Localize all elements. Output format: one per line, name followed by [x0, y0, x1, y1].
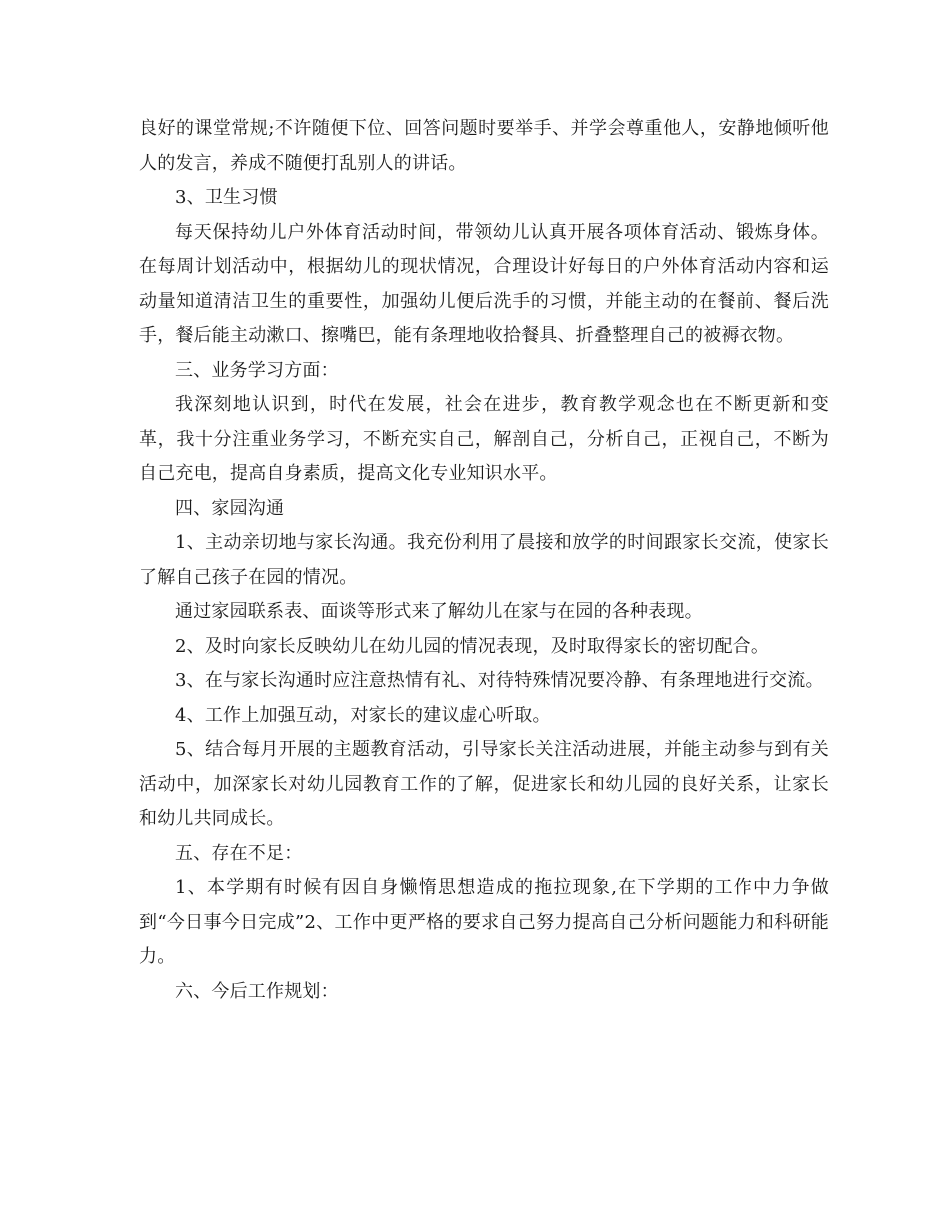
paragraph-communication-5: 5、结合每月开展的主题教育活动，引导家长关注活动进展，并能主动参与到有关活动中，加深家长对幼儿园教育工作的了解，促进家长和幼儿园的良好关系，让家长和幼儿共同成长。	[139, 739, 829, 829]
document-body	[139, 112, 829, 1009]
paragraph-communication-2: 2、及时向家长反映幼儿在幼儿园的情况表现，及时取得家长的密切配合。	[175, 635, 770, 657]
paragraph-outdoor-activities: 每天保持幼儿户外体育活动时间，带领幼儿认真开展各项体育活动、锻炼身体。在每周计划活动中，根据幼儿的现状情况，合理设计好每日的户外体育活动内容和运动量知道清洁卫生的重要性，加强幼儿便后洗手的习惯，并能主动的在餐前、餐后洗手，餐后能主动漱口、擦嘴巴，能有条理地收拾餐具、折叠整理自己的被褥衣物。	[139, 221, 829, 346]
heading-professional-study: 三、业务学习方面：	[175, 359, 339, 381]
paragraph-professional-study: 我深刻地认识到，时代在发展，社会在进步，教育教学观念也在不断更新和变革，我十分注重业务学习，不断充实自己，解剖自己，分析自己，正视自己，不断为自己充电，提高自身素质，提高文化专业知识水平。	[139, 394, 829, 484]
paragraph-communication-3: 3、在与家长沟通时应注意热情有礼、对待特殊情况要冷静、有条理地进行交流。	[175, 670, 824, 691]
heading-home-school-communication: 四、家园沟通	[175, 497, 285, 519]
paragraph-shortcomings: 1、本学期有时候有因自身懒惰思想造成的拖拉现象,在下学期的工作中力争做到“今日事今日完成”2、工作中更严格的要求自己努力提高自己分析问题能力和科研能力。	[139, 877, 829, 967]
paragraph-communication-1: 1、主动亲切地与家长沟通。我充份利用了晨接和放学的时间跟家长交流，使家长了解自己孩子在园的情况。	[139, 532, 829, 588]
paragraph-contact-forms: 通过家园联系表、面谈等形式来了解幼儿在家与在园的各种表现。	[175, 601, 703, 622]
paragraph-communication-4: 4、工作上加强互动，对家长的建议虚心听取。	[175, 704, 551, 726]
heading-future-plans: 六、今后工作规划：	[175, 980, 339, 1002]
heading-shortcomings: 五、存在不足：	[175, 842, 303, 864]
paragraph-classroom-rules: 良好的课堂常规;不许随便下位、回答问题时要举手、并学会尊重他人，安静地倾听他人的发言，养成不随便打乱别人的讲话。	[139, 118, 829, 174]
heading-hygiene-habits: 3、卫生习惯	[175, 187, 278, 208]
